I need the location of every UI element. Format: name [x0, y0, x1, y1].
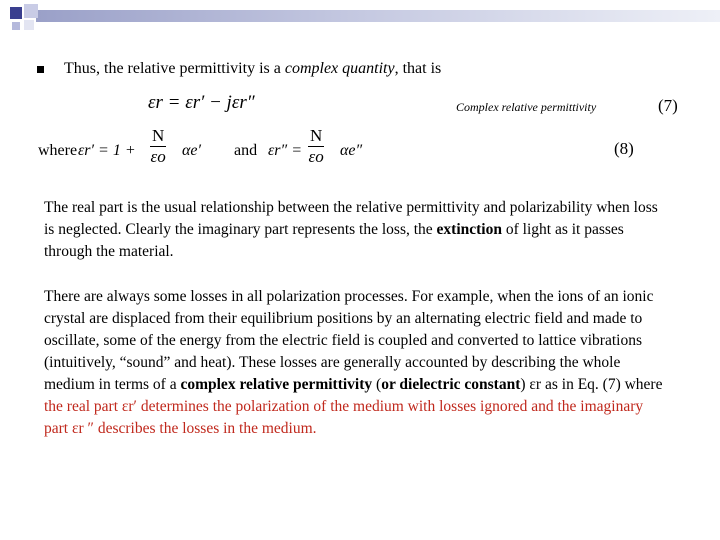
paragraph-text: ( [372, 376, 382, 393]
paragraph-bold-term: extinction [436, 221, 502, 238]
fraction-denominator: εo [308, 147, 324, 166]
fraction-numerator: N [310, 126, 323, 145]
paragraph-losses [44, 286, 664, 440]
paragraph-bold-term: or dielectric constant [381, 376, 521, 393]
bullet-square-icon [37, 66, 44, 73]
equation-8-imag-lhs: εr″ = [268, 142, 302, 159]
header-square-decoration [24, 20, 34, 30]
intro-italic: complex quantity [284, 60, 395, 77]
equation-8-fraction-imag [308, 126, 324, 167]
equation-8-alpha-real: αe′ [182, 142, 201, 159]
equation-7-label: Complex relative permittivity [456, 100, 597, 114]
paragraph-highlight-red: the real part εr′ determines the polarization of the medium with losses ignored and the imaginary part εr ″ describes the losses in the medium. [44, 398, 644, 437]
equation-7-number: (7) [658, 96, 678, 115]
equation-7: εr = εr′ − jεr″ [148, 92, 255, 113]
equation-8-and: and [234, 142, 258, 159]
header-square-decoration [24, 4, 38, 18]
fraction-denominator: εo [150, 147, 166, 166]
paragraph-text: of light as it passes through the material. [44, 221, 624, 260]
paragraph-bold-term: complex relative permittivity [180, 376, 373, 393]
intro-text-end: , that is [394, 60, 442, 77]
header-square-decoration [10, 7, 22, 19]
intro-line [64, 60, 441, 78]
equation-8-real-lhs: εr′ = 1 + [78, 142, 136, 159]
paragraph-text: There are always some losses in all polarization processes. For example, when the ions of an ionic crystal are displaced from their equilibrium positions by an alternating electric field and made to oscillate, some of the energy from the electric field is coupled and converted to lattice vibrations (intuitively, “sound” and heat). These losses are generally accounted by describing the whole medium in terms of a [44, 288, 654, 393]
header-bar [36, 10, 720, 22]
equation-8-alpha-imag: αe″ [340, 142, 363, 159]
equation-8-fraction-real [150, 126, 166, 167]
paragraph-text: The real part is the usual relationship between the relative permittivity and polarizability when loss is neglected. Clearly the imaginary part represents the loss, the [44, 199, 658, 238]
intro-text: Thus, the relative permittivity is a [64, 60, 285, 77]
equation-8-number: (8) [614, 139, 634, 158]
header-square-decoration [12, 22, 20, 30]
fraction-numerator: N [152, 126, 165, 145]
paragraph-real-part [44, 197, 664, 263]
paragraph-text: ) εr as in Eq. (7) where [520, 376, 663, 393]
equation-8-where: where [38, 142, 78, 159]
